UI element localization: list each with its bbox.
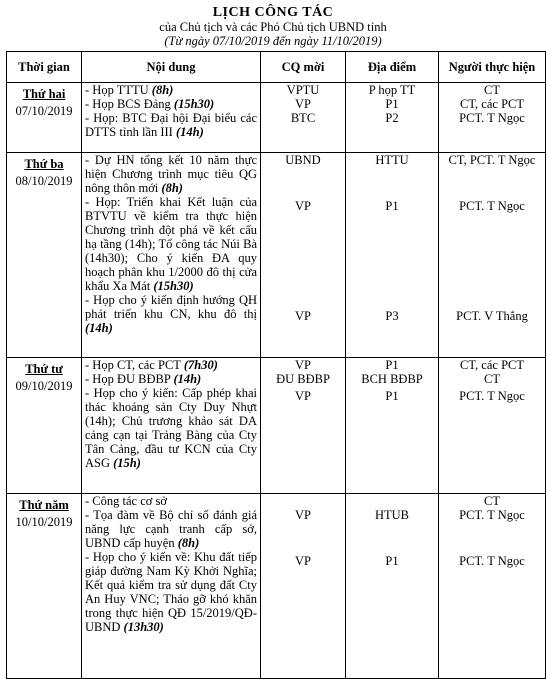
document-header [0, 0, 546, 48]
day-name: Thứ hai [22, 87, 66, 101]
schedule-body [7, 83, 546, 679]
location-cell [346, 153, 439, 358]
day-cell [7, 358, 82, 494]
person-cell [439, 83, 546, 153]
day-date: 07/10/2019 [15, 104, 73, 118]
column-header-time: Thời gian [7, 52, 82, 83]
agenda-item [85, 494, 257, 508]
person-value: CT, các PCT [460, 97, 524, 111]
column-header-location: Địa điểm [346, 52, 439, 83]
agenda-time: (15h) [113, 456, 141, 470]
content-cell [82, 153, 261, 358]
day-row [7, 153, 546, 358]
agenda-text: - Họp ĐU BĐBP [85, 372, 174, 386]
agenda-time: (13h30) [123, 620, 164, 634]
agenda-text: - Họp: Triển khai Kết luận của BTVTU về kiểm tra thực hiện Chương trình đột phá về kết cấu hạ tầng (14h); Tổ công tác Núi Bà (14h30); Cho ý kiến ĐA quy hoạch phân khu 1/2000 đô thị cửa khẩu Xa Mát [85, 195, 257, 293]
document-title: LỊCH CÔNG TÁC [212, 5, 334, 20]
day-date: 09/10/2019 [15, 379, 73, 393]
column-header-content: Nội dung [82, 52, 261, 83]
agenda-time: (8h) [177, 536, 200, 550]
agenda-text: - Công tác cơ sở [85, 494, 167, 508]
person-value: PCT. T Ngọc [459, 389, 525, 403]
location-value: P1 [385, 97, 399, 111]
person-value: PCT. T Ngọc [459, 111, 525, 125]
day-row [7, 494, 546, 679]
inviter-value: VP [295, 97, 311, 111]
table-header-row [7, 52, 546, 83]
location-value: P2 [385, 111, 399, 125]
day-cell [7, 494, 82, 679]
person-value: CT, PCT. T Ngọc [448, 153, 536, 167]
person-value: CT [484, 494, 500, 508]
location-cell [346, 83, 439, 153]
day-name: Thứ tư [25, 362, 63, 376]
location-value: P3 [385, 309, 399, 323]
agenda-item [85, 386, 257, 470]
inviter-cell [261, 153, 346, 358]
day-row [7, 358, 546, 494]
agenda-time: (14h) [173, 372, 202, 386]
person-cell [439, 494, 546, 679]
inviter-value: UBND [285, 153, 321, 167]
person-value: CT, các PCT [460, 358, 524, 372]
document-subtitle: của Chủ tịch và các Phó Chủ tịch UBND tỉnh [159, 20, 387, 34]
location-value: P họp TT [368, 83, 416, 97]
location-value: HTUB [374, 508, 410, 522]
inviter-cell [261, 494, 346, 679]
day-row [7, 83, 546, 153]
agenda-text: - Tọa đàm về Bộ chỉ số đánh giá năng lực cạnh tranh cấp sở, UBND cấp huyện [85, 508, 257, 550]
agenda-item [85, 195, 257, 293]
location-value: P1 [385, 199, 399, 213]
schedule-table [6, 51, 546, 679]
location-value: P1 [385, 554, 399, 568]
content-cell [82, 358, 261, 494]
agenda-time: (15h30) [173, 97, 215, 111]
agenda-time: (15h30) [153, 279, 194, 293]
inviter-value: VP [295, 199, 311, 213]
agenda-time: (7h30) [183, 358, 218, 372]
inviter-value: VP [295, 389, 311, 403]
agenda-time: (14h) [85, 321, 113, 335]
person-value: CT [484, 372, 500, 386]
person-value: PCT. T Ngọc [459, 508, 525, 522]
agenda-text: - Họp TTTU [85, 83, 152, 97]
day-cell [7, 83, 82, 153]
location-value: P1 [385, 389, 399, 403]
inviter-value: VP [295, 554, 311, 568]
agenda-time: (8h) [151, 83, 174, 97]
inviter-value: ĐU BĐBP [276, 372, 330, 386]
content-cell [82, 494, 261, 679]
content-cell [82, 83, 261, 153]
agenda-time: (14h) [175, 125, 204, 139]
inviter-cell [261, 358, 346, 494]
person-cell [439, 358, 546, 494]
inviter-value: BTC [290, 111, 316, 125]
person-value: PCT. V Thắng [456, 309, 528, 323]
agenda-item [85, 508, 257, 550]
agenda-text: - Họp: BTC Đại hội Đại biểu các DTTS tỉnh lần III [85, 111, 257, 139]
person-value: CT [484, 83, 500, 97]
person-cell [439, 153, 546, 358]
agenda-item [85, 293, 257, 335]
agenda-text: - Họp CT, các PCT [85, 358, 184, 372]
agenda-item [85, 153, 257, 195]
agenda-text: - Họp cho ý kiến định hướng QH phát triển khu CN, khu đô thị [85, 293, 257, 321]
location-value: BCH BĐBP [361, 372, 423, 386]
agenda-item [85, 97, 257, 111]
agenda-item [85, 111, 257, 139]
person-value: PCT. T Ngọc [459, 554, 525, 568]
inviter-value: VP [295, 309, 311, 323]
agenda-item [85, 358, 257, 372]
date-range: (Từ ngày 07/10/2019 đến ngày 11/10/2019) [164, 34, 382, 48]
location-value: P1 [385, 358, 399, 372]
agenda-text: - Họp BCS Đảng [85, 97, 174, 111]
agenda-text: - Họp cho ý kiến về: Khu đất tiếp giáp đường Nam Kỳ Khởi Nghĩa; Kết quả kiểm tra sử dụng đất Cty An Huy VNC; Tháo gỡ khó khăn trong thực hiện QĐ 15/2019/QĐ-UBND [85, 550, 257, 634]
inviter-value: VP [295, 508, 311, 522]
location-cell [346, 494, 439, 679]
location-cell [346, 358, 439, 494]
inviter-value: VPTU [286, 83, 320, 97]
agenda-item [85, 372, 257, 386]
day-name: Thứ năm [19, 498, 69, 512]
agenda-item [85, 550, 257, 634]
inviter-value: VP [295, 358, 311, 372]
day-date: 10/10/2019 [15, 515, 73, 529]
agenda-time: (8h) [161, 181, 183, 195]
agenda-text: - Họp cho ý kiến: Cấp phép khai thác khoáng sản Cty Duy Nhựt (14h); Chủ trương khảo sát DA cảng cạn tại Trảng Bàng của Cty Tân Cảng, đầu tư KCN của Cty ASG [85, 386, 257, 470]
day-cell [7, 153, 82, 358]
agenda-text: - Dự HN tổng kết 10 năm thực hiện Chương trình mục tiêu QG nông thôn mới [85, 153, 257, 195]
column-header-person: Người thực hiện [439, 52, 546, 83]
person-value: PCT. T Ngọc [459, 199, 525, 213]
location-value: HTTU [375, 153, 409, 167]
column-header-inviter: CQ mời [261, 52, 346, 83]
day-name: Thứ ba [24, 157, 64, 171]
day-date: 08/10/2019 [15, 174, 73, 188]
inviter-cell [261, 83, 346, 153]
agenda-item [85, 83, 257, 97]
